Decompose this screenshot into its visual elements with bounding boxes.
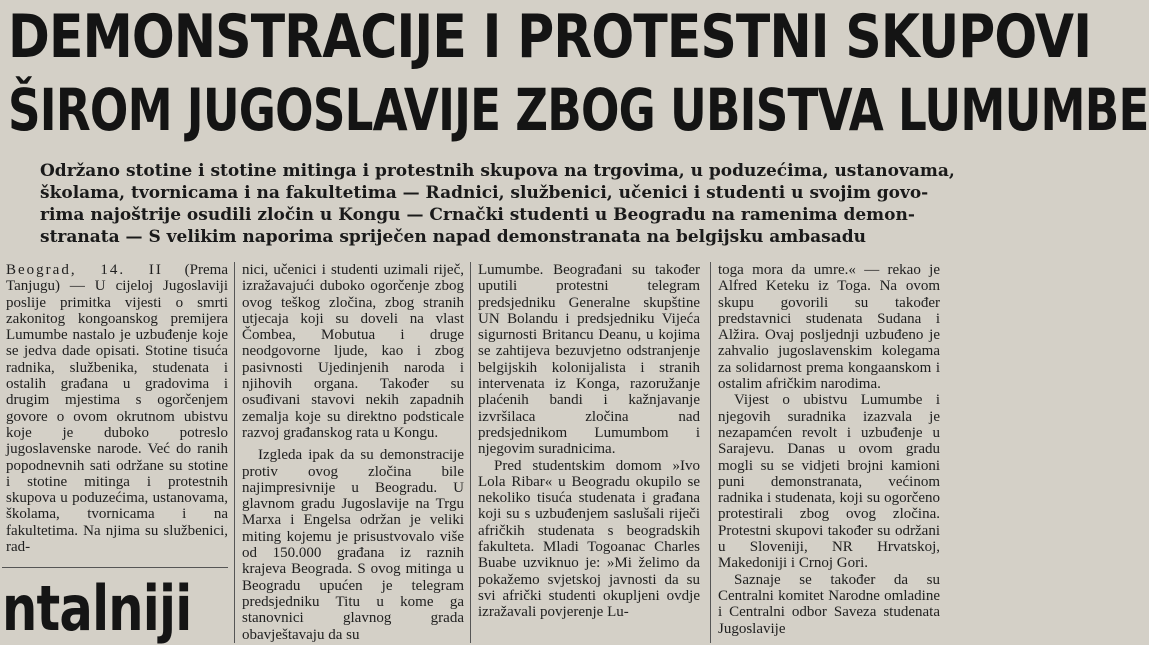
dateline: Beograd, 14. II — [6, 262, 163, 278]
article-paragraph: toga mora da umre.« — rekao je Alfred Keteku iz Toga. Na ovom skupu govorili su također predstavnici studenata Sudana i Alžira. Ovaj posljednji uzbuđeno je zahvalio jugoslavenskim kolegama za solidarnost prema kongaanskom i ostalim afričkim narodima. — [718, 262, 940, 393]
fragment-divider — [2, 567, 228, 568]
column-divider — [470, 262, 471, 643]
fragment-headline: ntalniji — [2, 572, 192, 645]
article-paragraph: nici, učenici i studenti uzimali riječ, izražavajući duboko ogorčenje zbog ovog teškog zločina, zbog stranih utjecaja koji su doveli na vlast Čombea, Mobutua i druge neodgovorne ljude, kao i zbog pasivnosti Ujedinjenih naroda i njihovih organa. Također su osuđivani stavovi nekih zapadnih zemalja koje su direktno podsticale razvoj građanskog rata u Kongu. — [242, 262, 464, 441]
article-column-2 — [242, 262, 464, 643]
headline-line-1: DEMONSTRACIJE I PROTESTNI SKUPOVI — [8, 2, 1092, 72]
article-paragraph: Lumumbe. Beograđani su također uputili protestni telegram predsjedniku Generalne skupštine UN Bolandu i predsjedniku Vijeća sigurnosti Britancu Deanu, u kojima se zahtijeva bezuvjetno odstranjenje belgijskih kolonijalista i stranih intervenata iz Konga, razoružanje plaćenih bandi i kažnjavanje izvršilaca zločina nad predsjednikom Lumumbom i njegovim suradnicima. — [478, 262, 700, 458]
column-divider — [234, 262, 235, 643]
article-paragraph: Saznaje se također da su Centralni komitet Narodne omladine i Centralni odbor Saveza studenata Jugoslavije — [718, 571, 940, 637]
paragraph-text: (Prema Tanjugu) — U cijeloj Jugoslaviji poslije primitka vijesti o smrti zakonitog kongoanskog premijera Lumumbe nastalo je uzbuđenje koje se jedva dade opisati. Stotine tisuća radnika, službenika, studenata i ostalih građana u gradovima i drugim mjestima s ogorčenjem govore o ovom okrutnom ubistvu koje je duboko potreslo jugoslavenske narode. Već do ranih popodnevnih sati održane su stotine i stotine mitinga i protestnih skupova u poduzećima, ustanovama, školama, tvornicama i na fakultetima. Na njima su službenici, rad- — [6, 262, 228, 556]
subheadline-line: stranata — S velikim naporima spriječen napad demonstranata na belgijsku ambasadu — [40, 227, 866, 247]
article-column-3 — [478, 262, 700, 643]
subheadline-line: rima najoštrije osudili zločin u Kongu — Crnački studenti u Beogradu na ramenima demon- — [40, 205, 915, 225]
subheadline-line: školama, tvornicama i na fakultetima — Radnici, službenici, učenici i studenti u svojim govo- — [40, 183, 929, 203]
column-divider — [710, 262, 711, 643]
subheadline-line: Održano stotine i stotine mitinga i protestnih skupova na trgovima, u poduzećima, ustanovama, — [40, 161, 955, 181]
article-paragraph — [6, 262, 228, 555]
article-paragraph: Izgleda ipak da su demonstracije protiv ovog zločina bile najimpresivnije u Beogradu. U glavnom gradu Jugoslavije na Trgu Marxa i Engelsa održan je veliki miting kojemu je prisustvovalo više od 150.000 građana iz raznih krajeva Beograda. S ovog mitinga u Beogradu upućen je telegram predsjedniku Titu u kome ga stanovnici glavnog grada obavještavaju da su — [242, 447, 464, 643]
article-column-4 — [718, 262, 940, 643]
subheadline — [40, 160, 955, 248]
article-paragraph: Pred studentskim domom »Ivo Lola Ribar« u Beogradu okupilo se nekoliko tisuća studenata i građana koji su s uzbuđenjem saslušali riječi afričkih studenata s beogradskih fakulteta. Mladi Togoanac Charles Buabe uzviknuo je: »Mi želimo da pokažemo svjetskoj javnosti da su svi afrički studenti okupljeni ovdje izražavali povjerenje Lu- — [478, 457, 700, 621]
headline-line-2: ŠIROM JUGOSLAVIJE ZBOG UBISTVA LUMUMBE — [8, 76, 1149, 144]
article-paragraph: Vijest o ubistvu Lumumbe i njegovih suradnika izazvala je nezapamćen revolt i uzbuđenje u Sarajevu. Danas u ovom gradu mogli su se vidjeti brojni kamioni puni demonstranata, većinom radnika i studenata, koji su ogorčeno protestirali zbog ovog zločina. Protestni skupovi također su održani u Sloveniji, NR Hrvatskoj, Makedoniji i Crnoj Gori. — [718, 392, 940, 572]
